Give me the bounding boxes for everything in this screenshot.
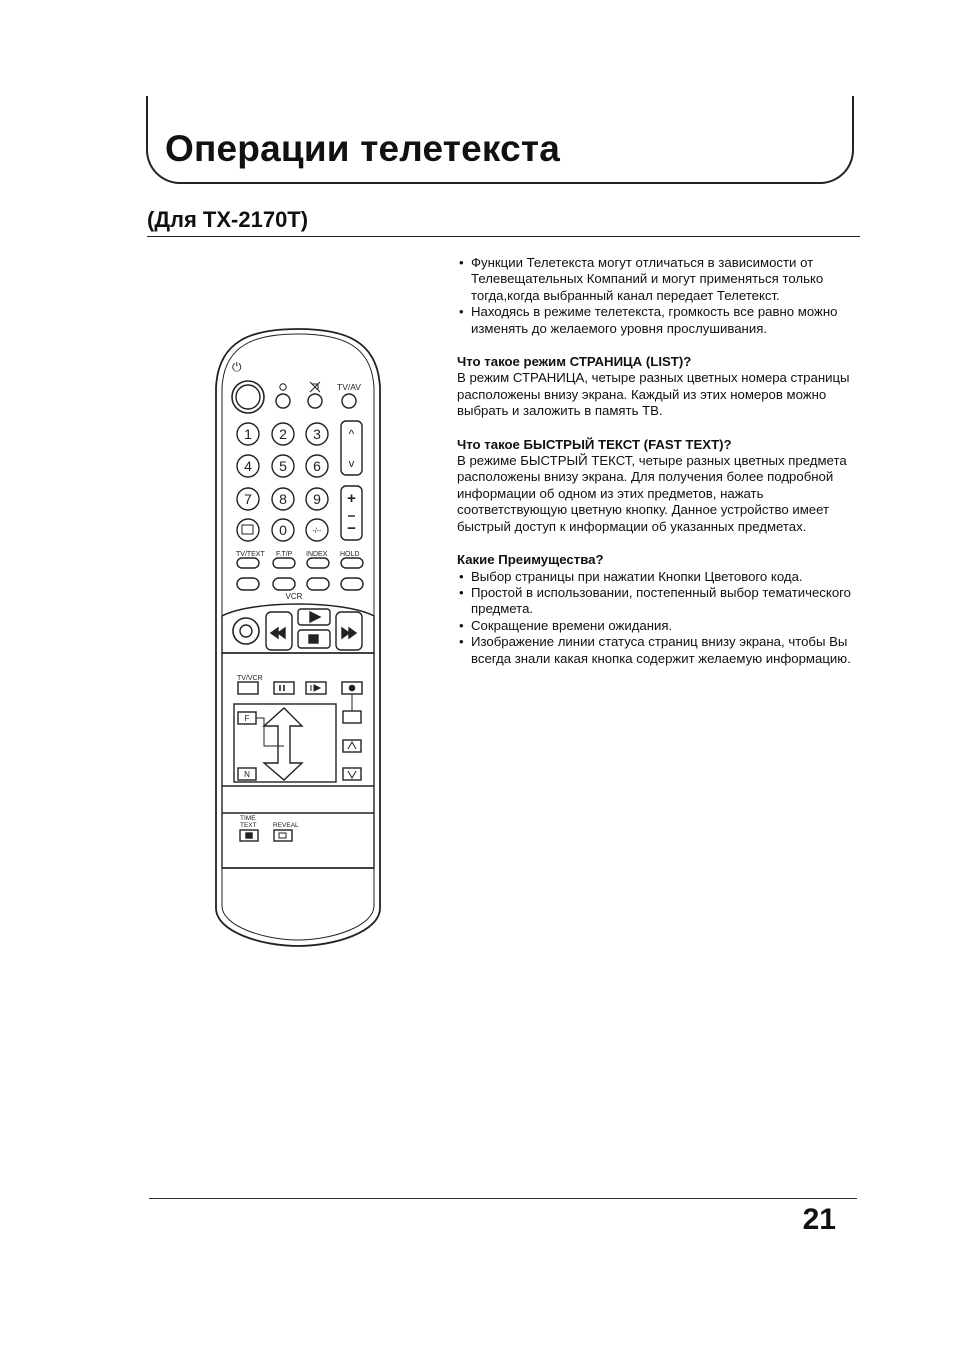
vcr-power-button[interactable]: [233, 618, 259, 644]
input-select-button[interactable]: [237, 519, 259, 541]
svg-text:8: 8: [279, 491, 287, 507]
text-column: [457, 255, 857, 667]
svg-text:-/--: -/--: [312, 528, 322, 535]
f-key-label: F: [244, 714, 250, 723]
subtitle-rule: [147, 236, 860, 237]
square-button[interactable]: [343, 711, 361, 723]
timer-button[interactable]: [276, 394, 290, 408]
svg-text:4: 4: [244, 458, 252, 474]
page-title: Операции телетекста: [165, 128, 561, 169]
fast-forward-icon: [342, 628, 356, 638]
hold-button[interactable]: [341, 558, 363, 568]
digit-key-2[interactable]: [272, 423, 294, 445]
tv-vcr-button[interactable]: [238, 682, 258, 694]
green-color-button[interactable]: [273, 578, 295, 590]
rewind-button[interactable]: [266, 612, 292, 650]
page-subtitle: (Для TX-2170T): [147, 207, 309, 232]
reveal-button[interactable]: [274, 830, 292, 841]
text-label: TEXT: [240, 822, 257, 829]
svg-text:6: 6: [313, 458, 321, 474]
svg-text:5: 5: [279, 458, 287, 474]
n-key-label: N: [244, 770, 250, 779]
power-symbol-icon: ⏻: [232, 360, 242, 374]
power-button-inner: [236, 385, 260, 409]
advantage-bullet: • Выбор страницы при нажатии Кнопки Цветового кода.: [459, 568, 803, 584]
section-heading-advantages: Какие Преимущества?: [457, 552, 604, 568]
tv-av-button[interactable]: [342, 394, 356, 408]
svg-text:0: 0: [279, 522, 287, 538]
digit-toggle-button[interactable]: [306, 519, 328, 541]
svg-text:2: 2: [279, 426, 287, 442]
digit-key-7[interactable]: [237, 488, 259, 510]
index-button[interactable]: [307, 558, 329, 568]
digit-key-4[interactable]: [237, 455, 259, 477]
digit-key-9[interactable]: [306, 488, 328, 510]
advantage-bullet: • Простой в использовании, постепенный выбор тематического предмета.: [459, 584, 852, 617]
svg-text:1: 1: [244, 426, 252, 442]
intro-bullet: • Находясь в режиме телетекста, громкость все равно можно изменять до желаемого уровня прослушивания.: [459, 304, 838, 336]
digit-key-3[interactable]: [306, 423, 328, 445]
hold-label: HOLD: [340, 551, 360, 558]
index-label: INDEX: [306, 551, 328, 558]
fast-text-page-button[interactable]: [273, 558, 295, 568]
bullet-dot-icon: •: [459, 304, 464, 320]
clock-icon: [280, 384, 286, 390]
advantage-bullet: • Изображение линии статуса страниц внизу экрана, чтобы Вы всегда знали какая кнопка содержит желаемую информацию.: [459, 634, 851, 666]
tv-text-label: TV/TEXT: [236, 551, 265, 558]
vcr-label: VCR: [285, 592, 303, 601]
connector-line: [256, 718, 284, 746]
volume-up-label: +: [347, 490, 356, 507]
yellow-color-button[interactable]: [307, 578, 329, 590]
vcr-power-inner: [240, 625, 252, 637]
bullet-dot-icon: •: [459, 584, 464, 600]
digit-key-1[interactable]: [237, 423, 259, 445]
stop-icon: [309, 635, 318, 643]
mute-icon: [310, 382, 320, 392]
channel-up-label: ^: [348, 427, 355, 441]
mute-button[interactable]: [308, 394, 322, 408]
svg-text:7: 7: [244, 491, 252, 507]
power-button[interactable]: [232, 381, 264, 413]
tv-av-label: TV/AV: [337, 382, 361, 392]
svg-text:9: 9: [313, 491, 321, 507]
section-heading-list: Что такое режим СТРАНИЦА (LIST)?: [457, 354, 692, 370]
channel-down-label: v: [348, 458, 355, 470]
bullet-dot-icon: •: [459, 255, 464, 270]
page-up-down-arrow-icon: [264, 708, 302, 780]
bullet-dot-icon: •: [459, 617, 464, 633]
blue-color-button[interactable]: [341, 578, 363, 590]
digit-key-5[interactable]: [272, 455, 294, 477]
play-icon: [310, 612, 320, 622]
reveal-label: REVEAL: [273, 822, 299, 829]
section-body-list: В режим СТРАНИЦА, четыре разных цветных номера страницы расположены внизу экрана. Каждый из этих номеров можно выбрать и заложить в память ТВ.: [457, 370, 850, 419]
page-number: 21: [802, 1203, 836, 1236]
time-label: TIME: [240, 815, 256, 822]
digit-key-0[interactable]: [272, 519, 294, 541]
red-color-button[interactable]: [237, 578, 259, 590]
record-icon: [349, 685, 354, 690]
slow-icon: [311, 685, 320, 691]
tv-text-button[interactable]: [237, 558, 259, 568]
digit-key-6[interactable]: [306, 455, 328, 477]
reveal-icon: [279, 833, 286, 838]
ft-p-label: F.T/P: [276, 551, 293, 558]
down-arrow-icon: [348, 771, 356, 778]
rewind-icon: [271, 628, 285, 638]
pause-icon: [280, 685, 284, 691]
tv-vcr-label: TV/VCR: [237, 675, 263, 682]
time-text-icon: [246, 833, 252, 838]
volume-down-label: −: [347, 520, 356, 537]
intro-bullet: • Функции Телетекста могут отличаться в зависимости от Телевещательных Компаний и могут применяться только тогда,когда выбранный канал передает Телетекст.: [459, 255, 824, 303]
remote-control-illustration: [212, 328, 386, 948]
bullet-dot-icon: •: [459, 634, 464, 650]
digit-key-8[interactable]: [272, 488, 294, 510]
svg-text:3: 3: [313, 426, 321, 442]
up-arrow-icon: [348, 742, 356, 749]
bullet-dot-icon: •: [459, 568, 464, 584]
advantage-bullet: • Сокращение времени ожидания.: [459, 617, 673, 633]
section-heading-fast-text: Что такое БЫСТРЫЙ ТЕКСТ (FAST TEXT)?: [457, 436, 732, 452]
section-body-fast-text: В режиме БЫСТРЫЙ ТЕКСТ, четыре разных цветных предмета расположены внизу экрана. Для получения более подробной информации об одном из этих предметов, нажать соответствующую цветную кнопку. Данное устройство имеет быстрый доступ к информации об указанных предметах.: [457, 453, 847, 534]
footer-rule: [149, 1198, 857, 1199]
